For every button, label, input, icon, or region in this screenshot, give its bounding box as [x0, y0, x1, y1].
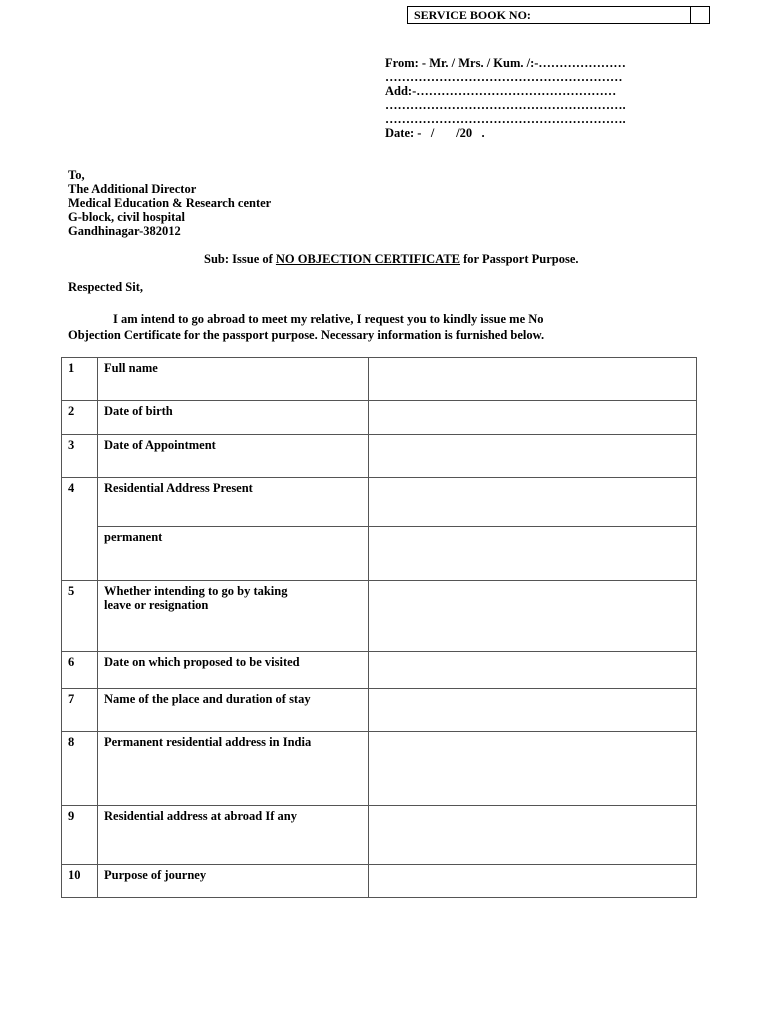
row-label: Permanent residential address in India [98, 732, 369, 806]
full-name-value-cell[interactable] [369, 358, 697, 401]
present-address-value-cell[interactable] [369, 478, 697, 527]
visit-date-value-cell[interactable] [369, 652, 697, 689]
row-sub-label: permanent [98, 527, 369, 581]
row-label: Residential Address Present [98, 478, 369, 527]
row-number: 9 [62, 806, 98, 865]
service-book-label: SERVICE BOOK NO: [408, 7, 691, 23]
row-number: 10 [62, 865, 98, 898]
row-number: 5 [62, 581, 98, 652]
row-label: Whether intending to go by taking [104, 584, 288, 598]
table-row [62, 689, 697, 732]
from-line-cont[interactable]: ………………………………………………… [385, 70, 623, 84]
row-number: 4 [62, 478, 98, 581]
table-row [62, 435, 697, 478]
row-label: Date of Appointment [98, 435, 369, 478]
date-of-birth-value-cell[interactable] [369, 401, 697, 435]
recipient-line-2: Medical Education & Research center [68, 196, 272, 210]
subject-prefix: Sub: Issue of [204, 252, 276, 266]
row-label: Purpose of journey [98, 865, 369, 898]
service-book-number-cell[interactable] [691, 7, 709, 23]
row-number: 1 [62, 358, 98, 401]
subject-line [204, 252, 579, 267]
address-line[interactable]: Add:-………………………………………… [385, 84, 617, 98]
table-row [62, 732, 697, 806]
row-label: Name of the place and duration of stay [98, 689, 369, 732]
address-line-2[interactable]: …………………………………………………. [385, 98, 626, 112]
table-row [62, 478, 697, 527]
to-label: To, [68, 168, 85, 182]
row-label: Date on which proposed to be visited [98, 652, 369, 689]
recipient-line-1: The Additional Director [68, 182, 197, 196]
subject-suffix: for Passport Purpose. [460, 252, 579, 266]
row-label: Full name [98, 358, 369, 401]
leave-or-resignation-value-cell[interactable] [369, 581, 697, 652]
india-address-value-cell[interactable] [369, 732, 697, 806]
body-line-1: I am intend to go abroad to meet my relative, I request you to kindly issue me No [113, 312, 544, 326]
recipient-line-3: G-block, civil hospital [68, 210, 186, 224]
table-row [62, 806, 697, 865]
permanent-address-value-cell[interactable] [369, 527, 697, 581]
row-number: 8 [62, 732, 98, 806]
abroad-address-value-cell[interactable] [369, 806, 697, 865]
row-number: 2 [62, 401, 98, 435]
row-number: 7 [62, 689, 98, 732]
table-row [62, 865, 697, 898]
table-row [62, 358, 697, 401]
row-number: 6 [62, 652, 98, 689]
body-line-2: Objection Certificate for the passport purpose. Necessary information is furnished below. [68, 328, 545, 342]
row-label-multiline [98, 581, 369, 652]
purpose-value-cell[interactable] [369, 865, 697, 898]
date-of-appointment-value-cell[interactable] [369, 435, 697, 478]
service-book-box [407, 6, 710, 24]
row-label: Residential address at abroad If any [98, 806, 369, 865]
place-duration-value-cell[interactable] [369, 689, 697, 732]
row-label-line-2: leave or resignation [104, 598, 209, 612]
row-label: Date of birth [98, 401, 369, 435]
date-line[interactable]: Date: - / /20 . [385, 126, 485, 140]
address-line-3[interactable]: …………………………………………………. [385, 112, 626, 126]
subject-emphasis: NO OBJECTION CERTIFICATE [275, 252, 460, 266]
information-table [61, 357, 697, 898]
recipient-line-4: Gandhinagar-382012 [68, 224, 181, 238]
table-row [62, 401, 697, 435]
table-row [62, 581, 697, 652]
from-line[interactable]: From: - Mr. / Mrs. / Kum. /:-………………… [385, 56, 626, 70]
salutation: Respected Sit, [68, 280, 143, 294]
table-row [62, 652, 697, 689]
row-number: 3 [62, 435, 98, 478]
table-row [62, 527, 697, 581]
